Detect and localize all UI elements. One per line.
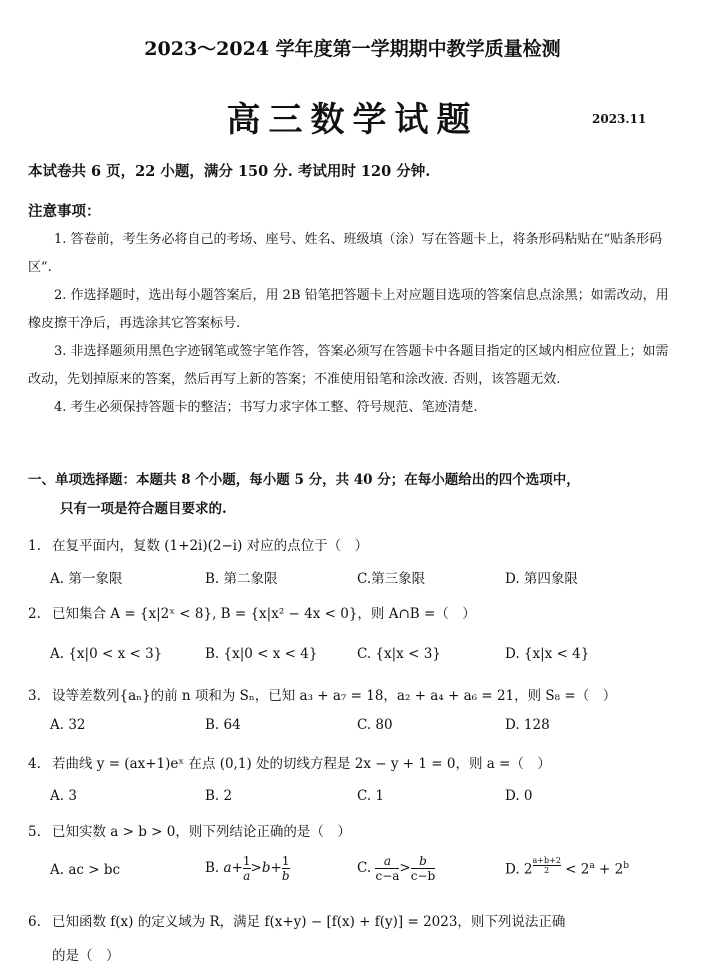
question-number: 6. <box>28 914 41 930</box>
option-c: C. $\frac{a}{c-a}$ > $\frac{b}{c-b}$ <box>357 854 436 883</box>
question-1 <box>28 534 368 554</box>
option-c: C.第三象限 <box>357 571 426 587</box>
page-title: 高三数学试题 <box>226 100 479 140</box>
option-d: D. 第四象限 <box>505 571 578 587</box>
option-a: A. 第一象限 <box>50 571 123 587</box>
option-a: A. {x|0 < x < 3} <box>50 646 163 662</box>
question-stem: 若曲线 y = (ax+1)eˣ 在点 (0,1) 处的切线方程是 2x − y + 1 = 0，则 a =（ ） <box>52 756 551 772</box>
notice-item: 3. 非选择题须用黑色字迹钢笔或签字笔作答，答案必须写在答题卡中各题目指定的区域内相应位置上；如需改动，先划掉原来的答案，然后再写上新的答案；不准使用铅笔和涂改液. 否则，该答题无效. <box>28 344 669 387</box>
question-stem: 设等差数列{aₙ}的前 n 项和为 Sₙ，已知 a₃ + a₇ = 18，a₂ + a₄ + a₆ = 21，则 S₈ =（ ） <box>52 688 617 704</box>
question-stem: 已知集合 A = {x|2ˣ < 8}, B = {x|x² − 4x < 0}，则 A∩B =（ ） <box>52 606 476 622</box>
option-b: B. 64 <box>205 717 241 733</box>
notice-list <box>28 226 678 422</box>
option-d: D. 2 $^{\frac{a+b+2}{2}}$ < $2^a + 2^b$ <box>505 856 630 878</box>
exam-name: 2023～2024 学年度第一学期期中教学质量检测 <box>144 38 561 60</box>
question-stem: 已知函数 f(x) 的定义域为 R，满足 f(x+y) − [f(x) + f(y)] = 2023，则下列说法正确 <box>52 914 566 930</box>
question-3 <box>28 684 616 704</box>
option-c: C. 80 <box>357 717 393 733</box>
question-number: 5. <box>28 824 41 840</box>
option-d: D. 128 <box>505 717 550 733</box>
notice-item: 2. 作选择题时，选出每小题答案后，用 2B 铅笔把答题卡上对应题目选项的答案信息点涂黑；如需改动，用橡皮擦干净后，再选涂其它答案标号. <box>28 288 669 331</box>
question-number: 4. <box>28 756 41 772</box>
section-line: 一、单项选择题：本题共 8 个小题，每小题 5 分，共 40 分；在每小题给出的四个选项中， <box>28 472 580 488</box>
option-a: A. ac > bc <box>50 862 121 878</box>
question-4 <box>28 752 551 772</box>
question-number: 2. <box>28 606 41 622</box>
option-b: B. {x|0 < x < 4} <box>205 646 318 662</box>
notice-item: 4. 考生必须保持答题卡的整洁；书写力求字体工整、符号规范、笔迹清楚. <box>54 400 478 415</box>
exam-date: 2023.11 <box>592 112 647 126</box>
notice-item: 1. 答卷前，考生务必将自己的考场、座号、姓名、班级填（涂）写在答题卡上，将条形码粘贴在“贴条形码区”. <box>28 232 663 275</box>
question-stem: 已知实数 a > b > 0，则下列结论正确的是（ ） <box>52 824 351 840</box>
option-d: D. {x|x < 4} <box>505 646 590 662</box>
option-a: A. 32 <box>50 717 86 733</box>
option-a: A. 3 <box>50 788 77 804</box>
question-stem-continued: 的是（ ） <box>52 948 120 964</box>
question-number: 1. <box>28 538 41 554</box>
question-number: 3. <box>28 688 41 704</box>
section-line: 只有一项是符合题目要求的. <box>60 501 227 517</box>
option-b: B. a+ $\frac{1}{a}$ >b+ $\frac{1}{b}$ <box>205 854 290 883</box>
option-d: D. 0 <box>505 788 533 804</box>
option-c: C. 1 <box>357 788 385 804</box>
question-2 <box>28 602 476 622</box>
question-stem: 在复平面内，复数 (1+2i)(2−i) 对应的点位于（ ） <box>52 538 369 554</box>
notice-title: 注意事项： <box>28 203 101 220</box>
section-heading <box>28 466 678 524</box>
option-b: B. 2 <box>205 788 233 804</box>
question-5 <box>28 820 351 840</box>
question-6 <box>28 910 565 930</box>
option-c: C. {x|x < 3} <box>357 646 441 662</box>
question-6-continued <box>52 944 120 964</box>
exam-summary: 本试卷共 6 页，22 小题，满分 150 分. 考试用时 120 分钟. <box>28 163 431 180</box>
option-b: B. 第二象限 <box>205 571 278 587</box>
